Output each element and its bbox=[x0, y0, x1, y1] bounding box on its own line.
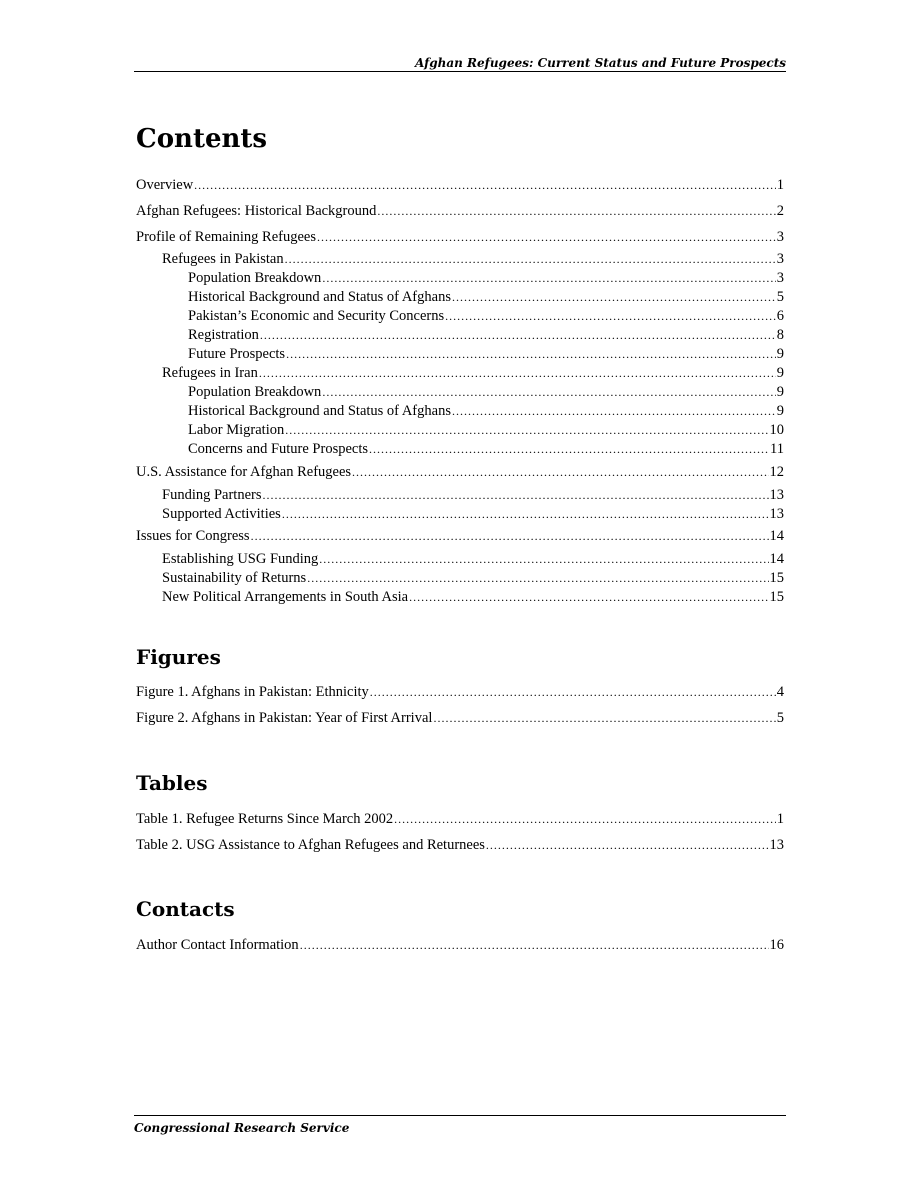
toc-entry-labor-migration[interactable] bbox=[188, 421, 784, 439]
toc-leader-dots bbox=[452, 288, 776, 306]
toc-leader-dots bbox=[259, 364, 776, 382]
toc-entry-title: Sustainability of Returns bbox=[162, 570, 307, 586]
toc-entry-page: 13 bbox=[769, 506, 784, 522]
toc-entry-page: 15 bbox=[769, 570, 784, 586]
toc-entry-title: Figure 2. Afghans in Pakistan: Year of First Arrival bbox=[136, 710, 433, 726]
toc-entry-new-political-arrangements[interactable] bbox=[162, 588, 784, 606]
toc-entry-iran-historical-status[interactable] bbox=[188, 402, 784, 420]
toc-leader-dots bbox=[317, 228, 776, 246]
contents-heading: Contents bbox=[136, 124, 268, 154]
toc-entry-future-prospects[interactable] bbox=[188, 345, 784, 363]
toc-entry-title: New Political Arrangements in South Asia bbox=[162, 589, 409, 605]
toc-entry-title: Refugees in Pakistan bbox=[162, 251, 284, 267]
toc-leader-dots bbox=[319, 550, 768, 568]
toc-entry-page: 10 bbox=[769, 422, 784, 438]
toc-entry-title: Pakistan’s Economic and Security Concerns bbox=[188, 308, 445, 324]
toc-entry-page: 2 bbox=[776, 203, 784, 219]
toc-entry-profile-remaining-refugees[interactable] bbox=[136, 228, 784, 246]
toc-entry-page: 11 bbox=[770, 441, 784, 457]
running-header bbox=[134, 56, 786, 72]
toc-entry-figure-1[interactable] bbox=[136, 683, 784, 701]
toc-entry-registration[interactable] bbox=[188, 326, 784, 344]
toc-leader-dots bbox=[409, 588, 768, 606]
toc-entry-page: 3 bbox=[776, 229, 784, 245]
toc-entry-title: Table 2. USG Assistance to Afghan Refugees and Returnees bbox=[136, 837, 485, 853]
toc-entry-page: 5 bbox=[776, 710, 784, 726]
toc-leader-dots bbox=[394, 810, 776, 828]
running-header-title: Afghan Refugees: Current Status and Future Prospects bbox=[415, 56, 786, 70]
toc-entry-page: 1 bbox=[776, 177, 784, 193]
tables-heading: Tables bbox=[136, 771, 208, 795]
toc-entry-table-1[interactable] bbox=[136, 810, 784, 828]
toc-leader-dots bbox=[282, 505, 769, 523]
toc-leader-dots bbox=[322, 383, 775, 401]
contacts-heading: Contacts bbox=[136, 897, 235, 921]
toc-entry-title: U.S. Assistance for Afghan Refugees bbox=[136, 464, 352, 480]
toc-entry-title: Historical Background and Status of Afghans bbox=[188, 289, 451, 305]
toc-entry-page: 13 bbox=[769, 487, 784, 503]
toc-entry-title: Supported Activities bbox=[162, 506, 281, 522]
toc-entry-title: Labor Migration bbox=[188, 422, 285, 438]
toc-entry-title: Refugees in Iran bbox=[162, 365, 258, 381]
toc-entry-issues-for-congress[interactable] bbox=[136, 527, 784, 545]
toc-entry-concerns-future-prospects[interactable] bbox=[188, 440, 784, 458]
toc-entry-page: 5 bbox=[776, 289, 784, 305]
toc-entry-iran-population-breakdown[interactable] bbox=[188, 383, 784, 401]
toc-leader-dots bbox=[452, 402, 776, 420]
toc-leader-dots bbox=[194, 176, 776, 194]
toc-entry-page: 1 bbox=[776, 811, 784, 827]
toc-leader-dots bbox=[286, 345, 776, 363]
toc-entry-author-contact[interactable] bbox=[136, 936, 784, 954]
figures-heading: Figures bbox=[136, 645, 221, 669]
toc-entry-figure-2[interactable] bbox=[136, 709, 784, 727]
toc-entry-page: 15 bbox=[769, 589, 784, 605]
toc-entry-page: 14 bbox=[769, 551, 784, 567]
toc-entry-title: Concerns and Future Prospects bbox=[188, 441, 369, 457]
toc-entry-pakistan-economic-security[interactable] bbox=[188, 307, 784, 325]
toc-entry-page: 3 bbox=[776, 251, 784, 267]
toc-entry-title: Population Breakdown bbox=[188, 384, 322, 400]
footer-source: Congressional Research Service bbox=[134, 1121, 350, 1135]
toc-entry-page: 4 bbox=[776, 684, 784, 700]
running-footer bbox=[134, 1115, 786, 1135]
toc-entry-title: Funding Partners bbox=[162, 487, 262, 503]
toc-entry-page: 9 bbox=[776, 384, 784, 400]
toc-leader-dots bbox=[486, 836, 769, 854]
toc-leader-dots bbox=[377, 202, 775, 220]
toc-entry-title: Profile of Remaining Refugees bbox=[136, 229, 316, 245]
toc-entry-title: Registration bbox=[188, 327, 259, 343]
toc-entry-us-assistance[interactable] bbox=[136, 463, 784, 481]
toc-leader-dots bbox=[285, 250, 776, 268]
toc-entry-refugees-in-pakistan[interactable] bbox=[162, 250, 784, 268]
toc-entry-table-2[interactable] bbox=[136, 836, 784, 854]
toc-entry-title: Population Breakdown bbox=[188, 270, 322, 286]
toc-entry-page: 16 bbox=[769, 937, 784, 953]
toc-entry-page: 3 bbox=[776, 270, 784, 286]
toc-entry-overview[interactable] bbox=[136, 176, 784, 194]
toc-entry-title: Overview bbox=[136, 177, 194, 193]
toc-entry-page: 12 bbox=[769, 464, 784, 480]
toc-entry-page: 14 bbox=[769, 528, 784, 544]
toc-entry-title: Afghan Refugees: Historical Background bbox=[136, 203, 377, 219]
toc-entry-page: 6 bbox=[776, 308, 784, 324]
toc-entry-refugees-in-iran[interactable] bbox=[162, 364, 784, 382]
toc-entry-page: 13 bbox=[769, 837, 784, 853]
toc-entry-title: Establishing USG Funding bbox=[162, 551, 319, 567]
toc-leader-dots bbox=[369, 440, 769, 458]
toc-leader-dots bbox=[251, 527, 769, 545]
toc-entry-title: Future Prospects bbox=[188, 346, 286, 362]
toc-leader-dots bbox=[322, 269, 775, 287]
toc-entry-page: 9 bbox=[776, 403, 784, 419]
toc-leader-dots bbox=[445, 307, 776, 325]
toc-entry-title: Figure 1. Afghans in Pakistan: Ethnicity bbox=[136, 684, 369, 700]
toc-entry-title: Author Contact Information bbox=[136, 937, 299, 953]
toc-entry-page: 8 bbox=[776, 327, 784, 343]
toc-entry-historical-background[interactable] bbox=[136, 202, 784, 220]
toc-leader-dots bbox=[260, 326, 776, 344]
toc-leader-dots bbox=[285, 421, 768, 439]
toc-entry-pakistan-historical-status[interactable] bbox=[188, 288, 784, 306]
toc-entry-page: 9 bbox=[776, 365, 784, 381]
toc-entry-title: Table 1. Refugee Returns Since March 2002 bbox=[136, 811, 394, 827]
toc-leader-dots bbox=[307, 569, 768, 587]
toc-entry-supported-activities[interactable] bbox=[162, 505, 784, 523]
toc-leader-dots bbox=[262, 486, 768, 504]
toc-entry-sustainability-of-returns[interactable] bbox=[162, 569, 784, 587]
toc-leader-dots bbox=[300, 936, 769, 954]
toc-leader-dots bbox=[433, 709, 775, 727]
toc-entry-pakistan-population-breakdown[interactable] bbox=[188, 269, 784, 287]
toc-entry-title: Issues for Congress bbox=[136, 528, 250, 544]
toc-entry-title: Historical Background and Status of Afghans bbox=[188, 403, 451, 419]
toc-leader-dots bbox=[352, 463, 768, 481]
toc-entry-establishing-usg-funding[interactable] bbox=[162, 550, 784, 568]
toc-leader-dots bbox=[370, 683, 776, 701]
toc-entry-funding-partners[interactable] bbox=[162, 486, 784, 504]
toc-entry-page: 9 bbox=[776, 346, 784, 362]
